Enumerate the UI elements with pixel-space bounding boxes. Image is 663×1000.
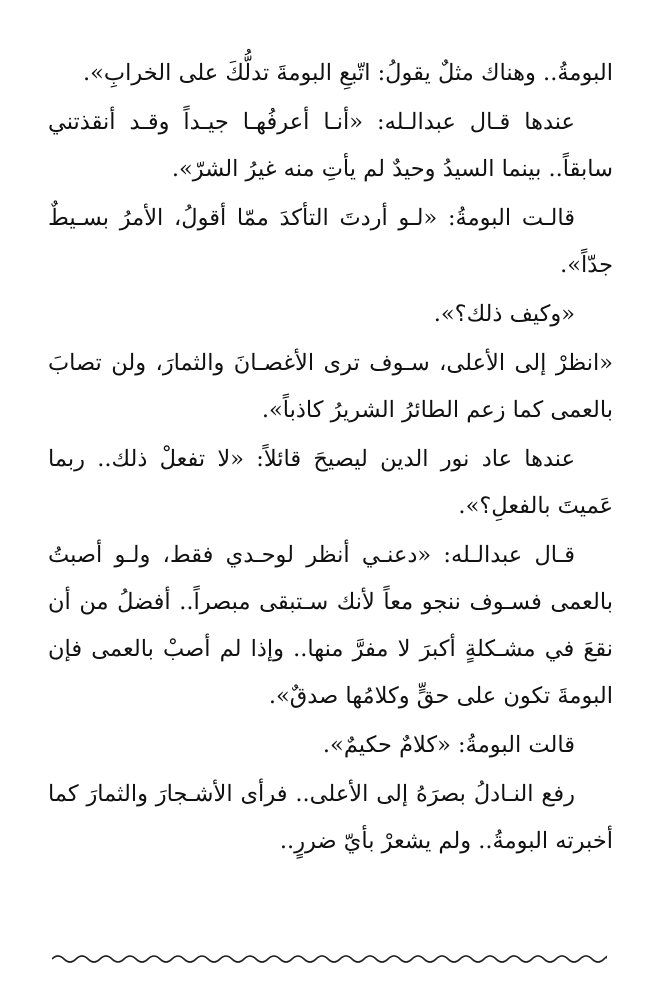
paragraph: البومةُ.. وهناك مثلٌ يقولُ: اتّبعِ البومةَ تدلُّكَ على الخرابِ». <box>83 60 613 86</box>
wavy-divider-icon <box>52 952 607 966</box>
paragraph: قالت البومةُ: «كلامٌ حكيمٌ». <box>322 732 575 758</box>
paragraph: رفع النـادلُ بصرَهُ إلى الأعلى.. فرأى الأشـجارَ والثمارَ كما أخبرته البومةُ.. ولم يشعرْ بأيّ ضررٍ.. <box>48 781 613 854</box>
paragraph: قالـت البومةُ: «لـو أردتَ التأكدَ ممّا أقولُ، الأمرُ بسـيطٌ جدّاً». <box>48 205 613 278</box>
paragraph: «انظرْ إلى الأعلى، سـوف ترى الأغصـانَ والثمارَ، ولن تصابَ بالعمى كما زعم الطائرُ الشريرُ كاذباً». <box>48 350 613 423</box>
paragraph: عندها قـال عبدالـله: «أنـا أعرفُهـا جيـداً وقـد أنقذتني سابقاً.. بينما السيدُ وحيدٌ لم يأتِ منه غيرُ الشرّ». <box>48 109 613 182</box>
paragraph: قـال عبدالـله: «دعنـي أنظر لوحـدي فقط، ولـو أصبتُ بالعمى فسـوف ننجو معاً لأنك سـتبقى مبصراً.. أفضلُ من أن نقعَ في مشـكلةٍ أكبرَ لا مفرَّ منها.. وإذا لم أصبْ بالعمى فإن البومةَ تكون على حقٍّ وكلامُها صدقٌ». <box>48 542 613 709</box>
paragraph: عندها عاد نور الدين ليصيحَ قائلاً: «لا تفعلْ ذلك.. ربما عَميتَ بالفعلِ؟». <box>48 446 613 519</box>
paragraph: «وكيف ذلك؟». <box>433 301 575 327</box>
story-text <box>48 50 613 867</box>
